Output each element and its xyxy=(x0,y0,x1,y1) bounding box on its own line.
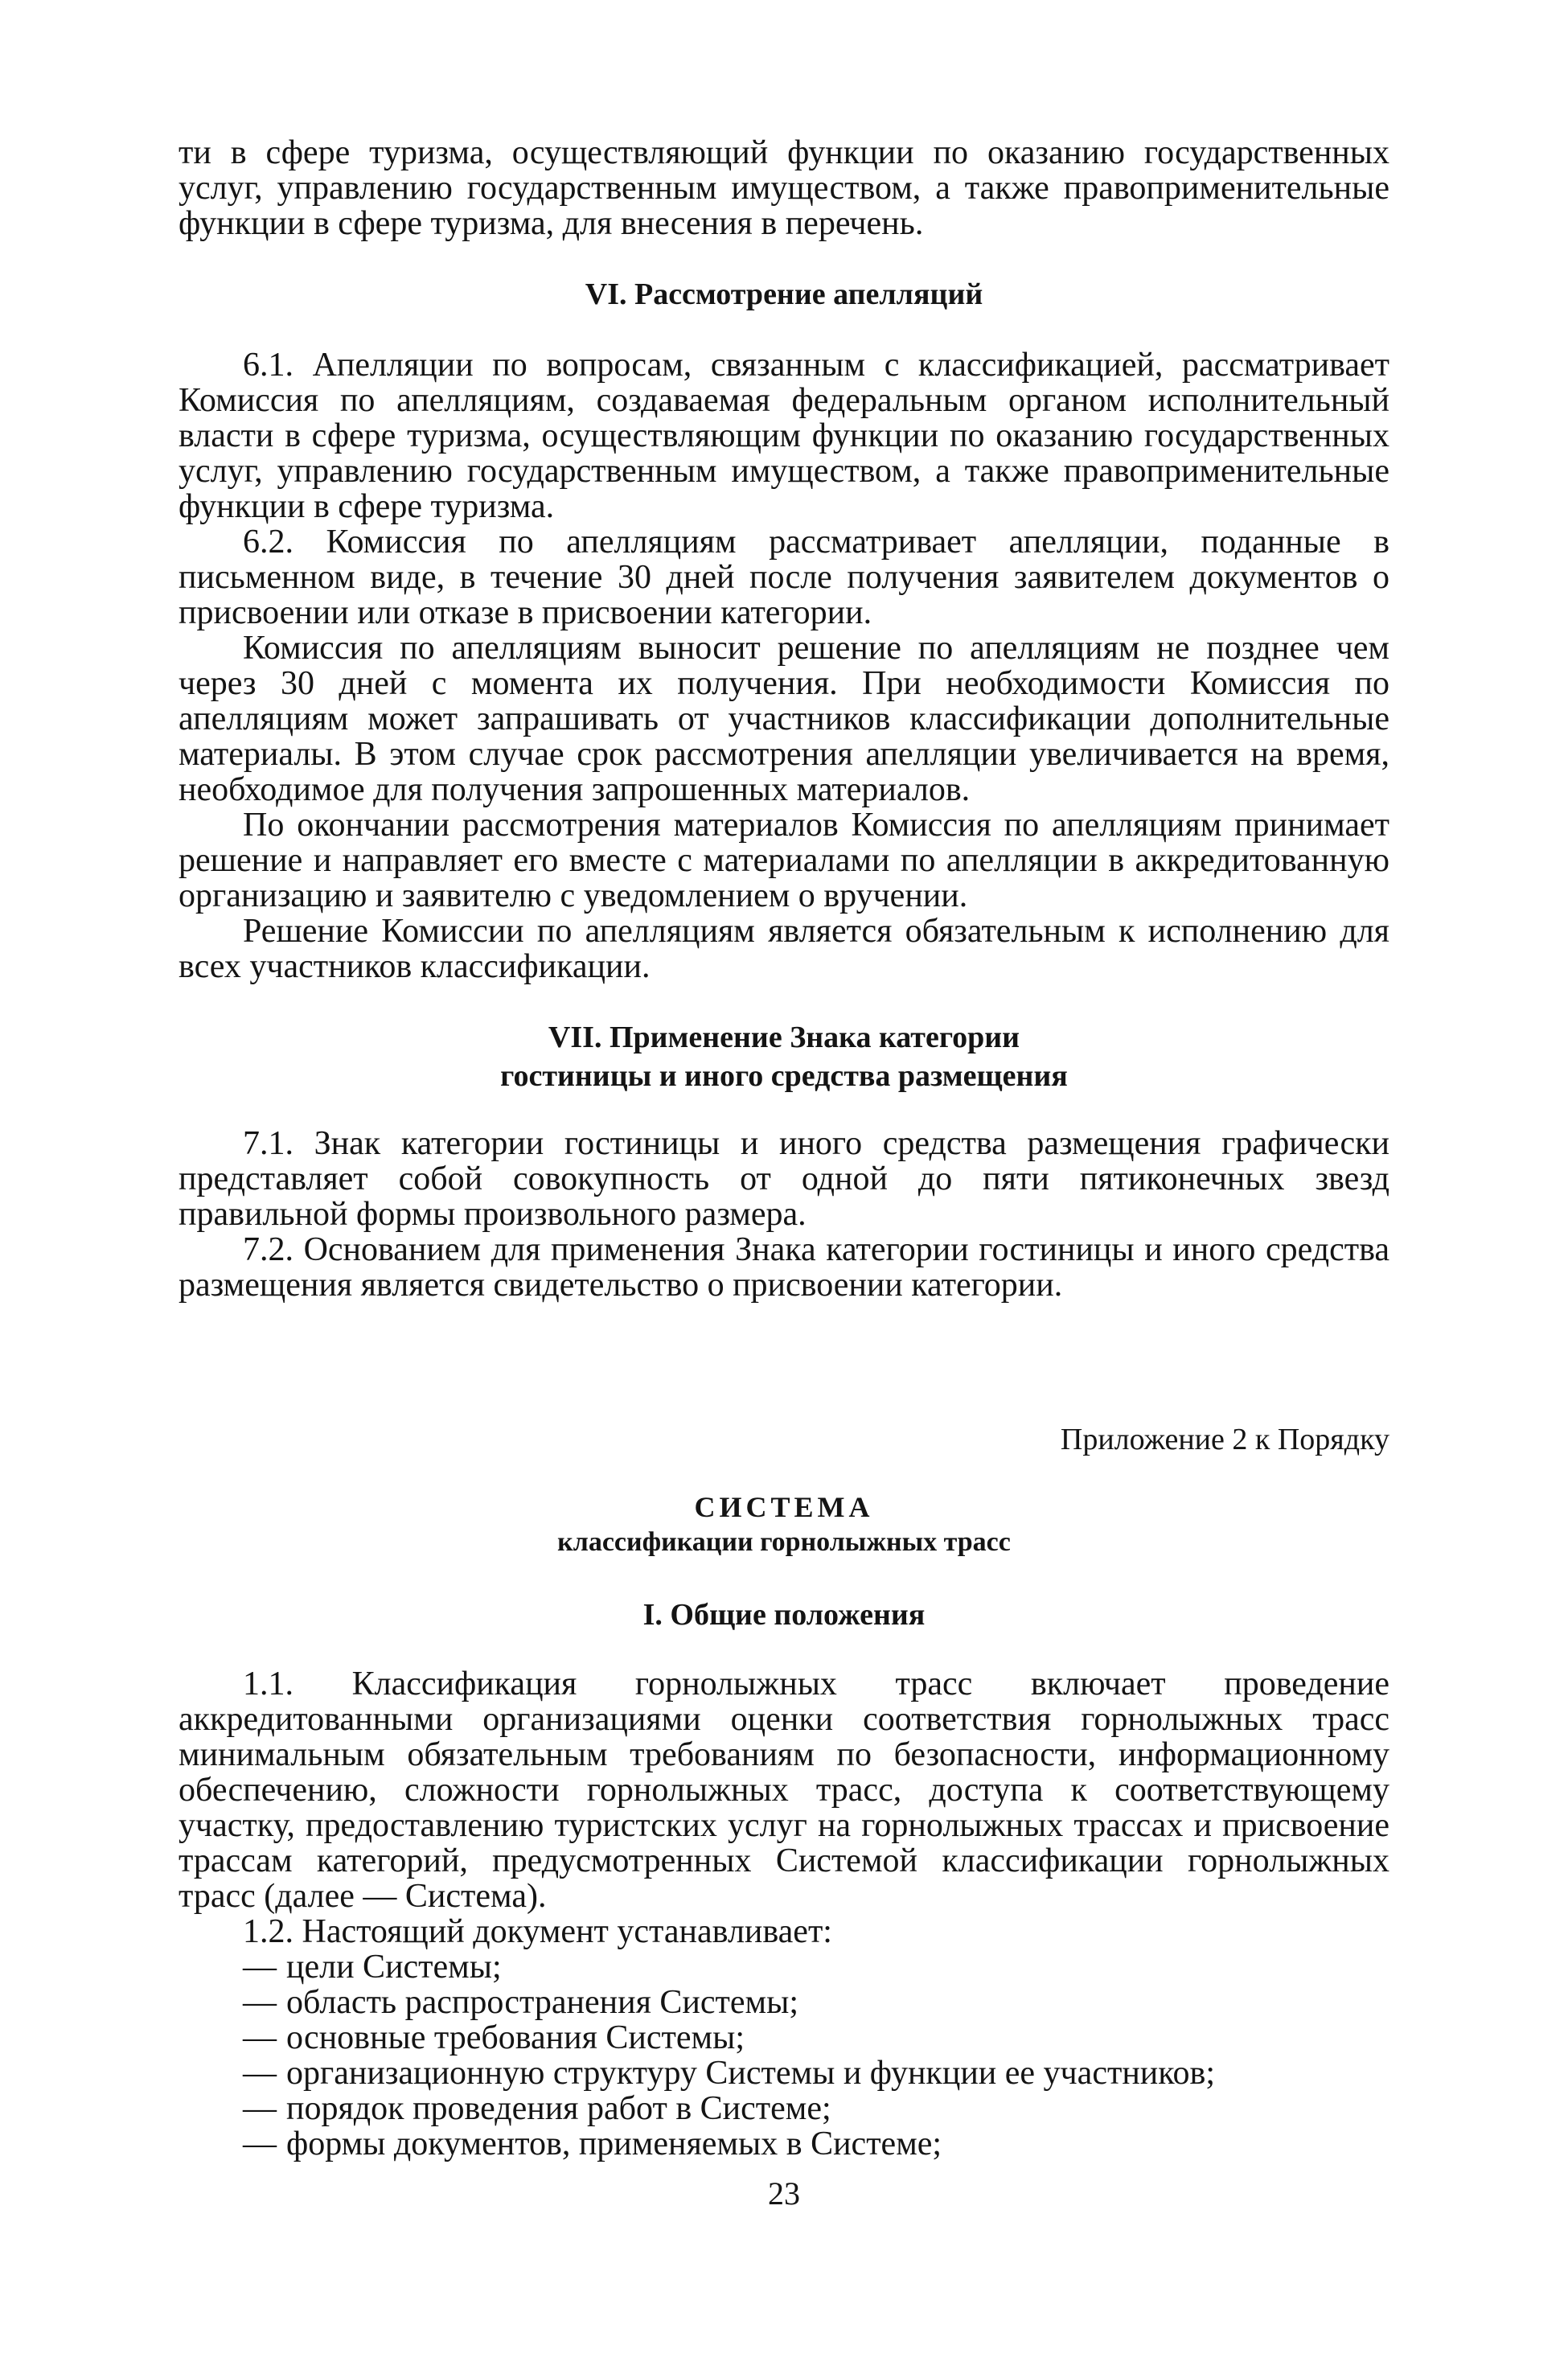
intro-paragraph: ти в сфере туризма, осуществляющий функции по оказанию государственных услуг, управлению государственным имуществом, а также правоприменительные функции в сфере туризма, для внесения в перечень. xyxy=(179,134,1389,242)
paragraph-6-2-completion: По окончании рассмотрения материалов Комиссия по апелляциям принимает решение и направляет его вместе с материалами по апелляции в аккредитованную организацию и заявителю с уведомлением о вручении. xyxy=(179,807,1389,914)
page-number: 23 xyxy=(768,2175,800,2212)
section-7-heading-line-1: VII. Применение Знака категории xyxy=(548,1021,1020,1054)
paragraph-7-2: 7.2. Основанием для применения Знака категории гостиницы и иного средства размещения является свидетельство о присвоении категории. xyxy=(179,1231,1389,1304)
list-item xyxy=(179,1985,1389,2020)
dash-marker: — xyxy=(243,2126,277,2162)
list-item xyxy=(179,2091,1389,2126)
dash-marker: — xyxy=(243,1949,277,1986)
appendix-label: Приложение 2 к Порядку xyxy=(1060,1423,1389,1456)
paragraph-6-2-decision: Комиссия по апелляциям выносит решение по апелляциям не позднее чем через 30 дней с момента их получения. При необходимости Комиссия по апелляциям может запрашивать от участников классификации дополнительные материалы. В этом случае срок рассмотрения апелляции увеличивается на время, необходимое для получения запрошенных материалов. xyxy=(179,630,1389,808)
section-7-heading-line-2: гостиницы и иного средства размещения xyxy=(500,1059,1068,1093)
dash-marker: — xyxy=(243,2055,277,2092)
list-item-text: организационную структуру Системы и функции ее участников; xyxy=(286,2055,1216,2092)
document-page xyxy=(179,135,1389,2162)
section-7-heading xyxy=(179,1018,1389,1095)
list-item-text: формы документов, применяемых в Системе; xyxy=(286,2126,942,2162)
dash-marker: — xyxy=(243,2019,277,2056)
paragraph-6-2: 6.2. Комиссия по апелляциям рассматривает апелляции, поданные в письменном виде, в течение 30 дней после получения заявителем документов о присвоении или отказе в присвоении категории. xyxy=(179,524,1389,631)
dash-marker: — xyxy=(243,1984,277,2021)
list-item-text: область распространения Системы; xyxy=(286,1984,799,2021)
dash-marker: — xyxy=(243,2090,277,2127)
list-item xyxy=(179,2126,1389,2162)
paragraph-1-1: 1.1. Классификация горнолыжных трасс включает проведение аккредитованными организациями оценки соответствия горнолыжных трасс минимальным обязательным требованиям по безопасности, информационному обеспечению, сложности горнолыжных трасс, доступа к соответствующему участку, предоставлению туристских услуг на горнолыжных трассах и присвоение трассам категорий, предусмотренных Системой классификации горнолыжных трасс (далее — Система). xyxy=(179,1665,1389,1915)
system-title: СИСТЕМА xyxy=(694,1491,874,1523)
list-item xyxy=(179,2056,1389,2091)
paragraph-6-2-binding: Решение Комиссии по апелляциям является обязательным к исполнению для всех участников классификации. xyxy=(179,913,1389,985)
section-1-heading: I. Общие положения xyxy=(642,1598,926,1632)
paragraph-7-1: 7.1. Знак категории гостиницы и иного средства размещения графически представляет собой совокупность от одной до пяти пятиконечных звезд правильной формы произвольного размера. xyxy=(179,1125,1389,1233)
paragraph-6-1: 6.1. Апелляции по вопросам, связанным с классификацией, рассматривает Комиссия по апелляциям, создаваемая федеральным органом исполнительный власти в сфере туризма, осуществляющим функции по оказанию государственных услуг, управлению государственным имуществом, а также правоприменительные функции в сфере туризма. xyxy=(179,347,1389,525)
list-item xyxy=(179,2020,1389,2056)
system-subtitle: классификации горнолыжных трасс xyxy=(557,1527,1011,1557)
list-item xyxy=(179,1949,1389,1985)
list-item-text: основные требования Системы; xyxy=(286,2019,745,2056)
document-scope-list xyxy=(179,1949,1389,2162)
paragraph-1-2: 1.2. Настоящий документ устанавливает: xyxy=(243,1913,832,1950)
list-item-text: порядок проведения работ в Системе; xyxy=(286,2090,831,2127)
list-item-text: цели Системы; xyxy=(286,1949,502,1986)
section-6-heading: VI. Рассмотрение апелляций xyxy=(585,277,983,311)
